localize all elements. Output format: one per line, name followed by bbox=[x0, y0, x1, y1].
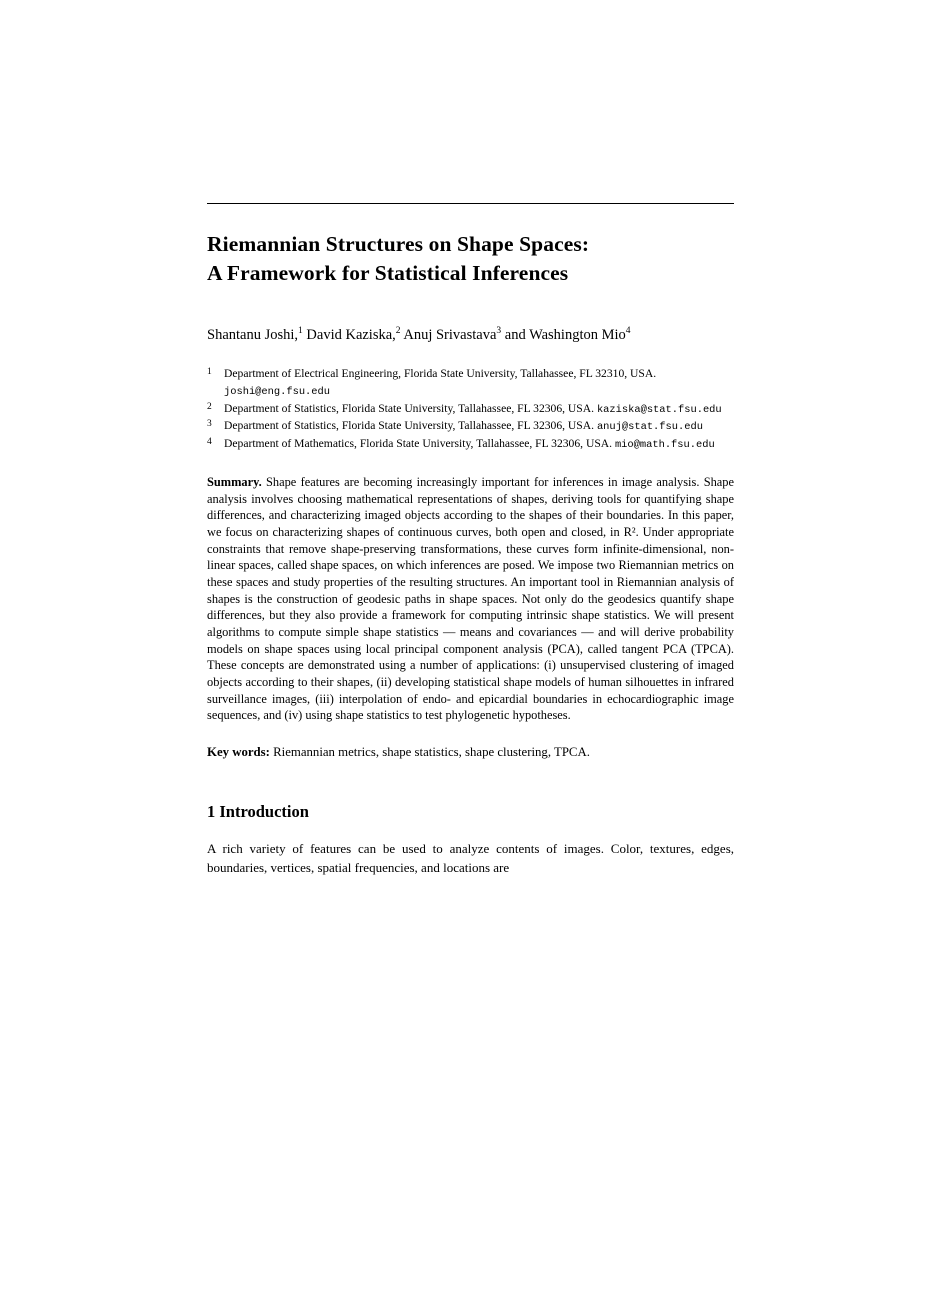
affiliation-item bbox=[207, 366, 734, 399]
title-rule bbox=[207, 203, 734, 204]
section-heading-introduction: 1 Introduction bbox=[207, 802, 309, 822]
summary-part-2: . Under appropriate constraints that remove shape-preserving transformations, these curves form infinite-dimensional, non-linear spaces, called shape spaces, on which inferences are posed. We impose two Riemannian metrics on these spaces and study properties of the resulting structures. An important tool in Riemannian analysis of shapes is the construction of geodesic paths in shape spaces. Not only do the geodesics quantify shape differences, but they also provide a framework for computing intrinsic shape statistics. We will present algorithms to compute simple shape statistics — means and covariances — and will derive probability models on shape spaces using local principal component analysis (PCA), called tangent PCA (TPCA). These concepts are demonstrated using a number of applications: (i) unsupervised clustering of imaged objects according to their shapes, (ii) developing statistical shape models of human silhouettes in infrared surveillance images, (iii) interpolation of endo- and epicardial boundaries in echocardiographic image sequences, and (iv) using shape statistics to test phylogenetic hypotheses. bbox=[207, 525, 734, 723]
author-marker: 1 bbox=[298, 326, 303, 337]
paper-page bbox=[207, 0, 734, 1309]
summary-block bbox=[207, 474, 734, 724]
affiliation-marker: 4 bbox=[207, 437, 212, 448]
keywords-block bbox=[207, 745, 734, 760]
affiliation-email: joshi@eng.fsu.edu bbox=[224, 385, 331, 398]
affiliation-email: kaziska@stat.fsu.edu bbox=[596, 403, 722, 416]
affiliation-text: Department of Statistics, Florida State University, Tallahassee, FL 32306, USA. bbox=[224, 401, 597, 415]
author-name: and Washington Mio bbox=[501, 327, 626, 344]
title-line-1: Riemannian Structures on Shape Spaces: bbox=[207, 232, 590, 256]
affiliation-email: anuj@stat.fsu.edu bbox=[596, 421, 703, 434]
keywords-text: Riemannian metrics, shape statistics, shape clustering, TPCA. bbox=[269, 745, 590, 760]
affiliation-marker: 3 bbox=[207, 419, 212, 430]
affiliation-text: Department of Statistics, Florida State University, Tallahassee, FL 32306, USA. bbox=[224, 419, 597, 433]
affiliation-email: mio@math.fsu.edu bbox=[614, 439, 715, 452]
author-name: Anuj Srivastava bbox=[400, 327, 497, 344]
author-marker: 4 bbox=[625, 326, 631, 337]
author-list bbox=[207, 325, 734, 345]
affiliation-item bbox=[207, 418, 734, 435]
summary-part-1: Shape features are becoming increasingly important for inferences in image analysis. Shape analysis involves choosing mathematical representations of shapes, deriving tools for quantifying shape differences, and characterizing imaged objects according to the shapes of their boundaries. In this paper, we focus on characterizing shapes of continuous curves, both open and closed, in bbox=[207, 475, 734, 540]
affiliation-text: Department of Electrical Engineering, Florida State University, Tallahassee, FL 32310, USA. bbox=[224, 367, 657, 381]
author-marker: 2 bbox=[395, 326, 401, 337]
author-marker: 3 bbox=[496, 326, 502, 337]
affiliation-marker: 2 bbox=[207, 401, 212, 412]
affiliation-marker: 1 bbox=[207, 367, 212, 378]
affiliation-item bbox=[207, 401, 734, 418]
summary-label: Summary. bbox=[207, 475, 262, 489]
page-title bbox=[207, 230, 734, 287]
introduction-paragraph: A rich variety of features can be used to analyze contents of images. Color, textures, edges, boundaries, vertices, spatial frequencies, and locations are bbox=[207, 841, 734, 876]
author-name: Shantanu Joshi, bbox=[207, 327, 299, 344]
title-line-2: A Framework for Statistical Inferences bbox=[207, 260, 569, 285]
author-name: David Kaziska, bbox=[302, 327, 396, 344]
affiliation-text: Department of Mathematics, Florida State University, Tallahassee, FL 32306, USA. bbox=[224, 437, 615, 451]
affiliation-item bbox=[207, 436, 734, 453]
keywords-label: Key words: bbox=[207, 745, 270, 760]
affiliation-list bbox=[207, 366, 734, 453]
summary-math: R² bbox=[623, 525, 636, 540]
